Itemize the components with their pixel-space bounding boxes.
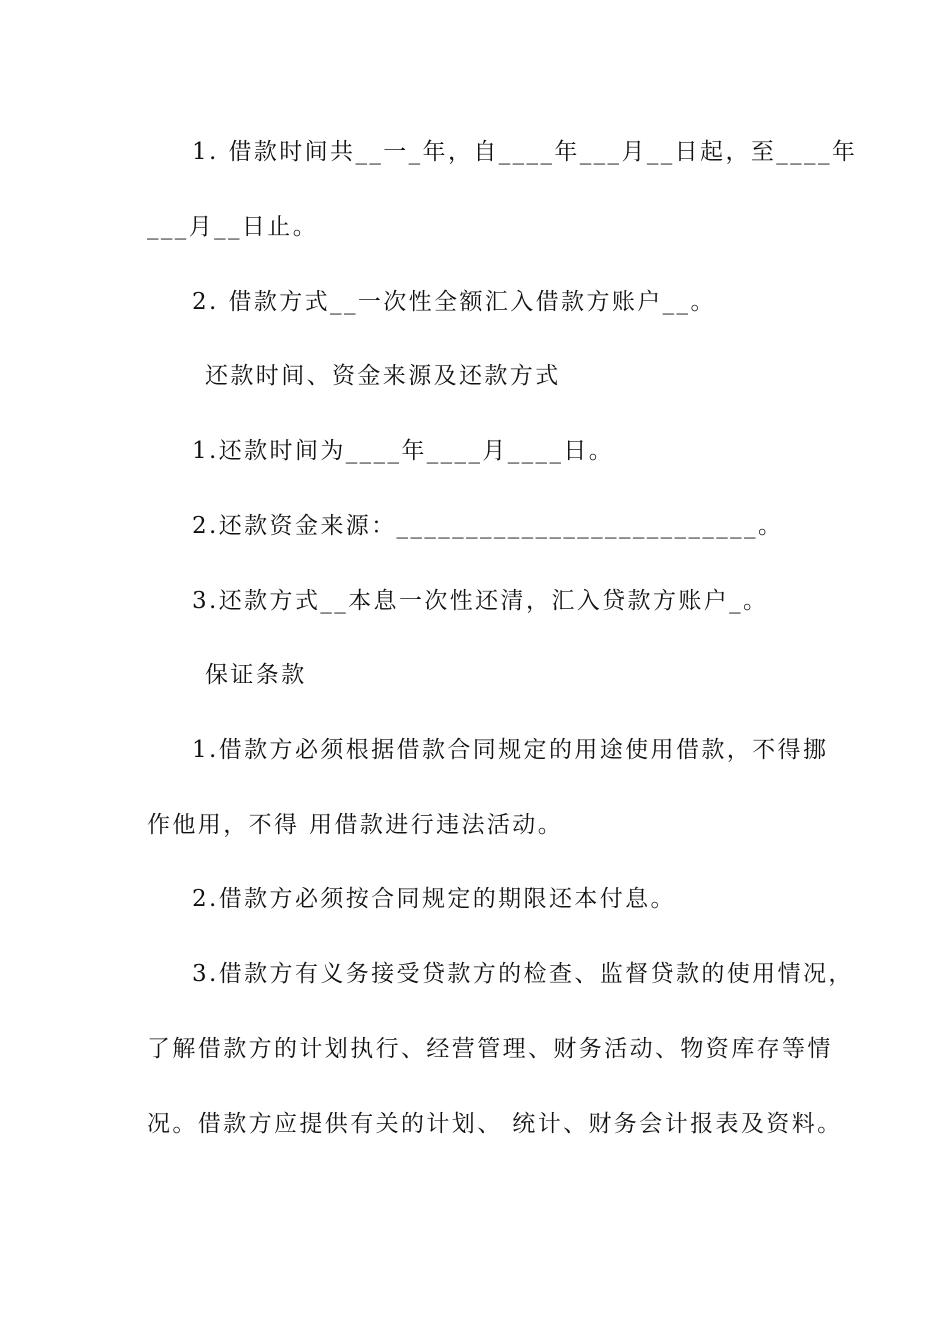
repayment-section-heading: 还款时间、资金来源及还款方式 [205,363,561,389]
guarantee-clause-2-line: 2.借款方必须按合同规定的期限还本付息。 [192,886,676,912]
loan-term-line-2: ___月__日止。 [147,214,319,240]
repayment-method-line: 3.还款方式__本息一次性还清，汇入贷款方账户_。 [192,588,769,614]
loan-method-line: 2. 借款方式__一次性全额汇入借款方账户__。 [192,289,716,315]
loan-term-line-1: 1. 借款时间共__一_年，自____年___月__日起，至____年 [192,139,858,165]
repayment-source-line: 2.还款资金来源：__________________________。 [192,513,784,539]
guarantee-clause-1-line-1: 1.借款方必须根据借款合同规定的用途使用借款，不得挪 [192,737,829,763]
repayment-time-line: 1.还款时间为____年____月____日。 [192,438,615,464]
guarantee-clause-3-line-3: 况。借款方应提供有关的计划、 统计、财务会计报表及资料。 [147,1111,843,1137]
guarantee-clause-3-line-1: 3.借款方有义务接受贷款方的检查、监督贷款的使用情况， [192,961,854,987]
guarantee-clause-1-line-2: 作他用，不得 用借款进行违法活动。 [147,812,564,838]
guarantee-clause-3-line-2: 了解借款方的计划执行、经营管理、财务活动、物资库存等情 [147,1036,833,1062]
guarantee-section-heading: 保证条款 [205,662,307,688]
